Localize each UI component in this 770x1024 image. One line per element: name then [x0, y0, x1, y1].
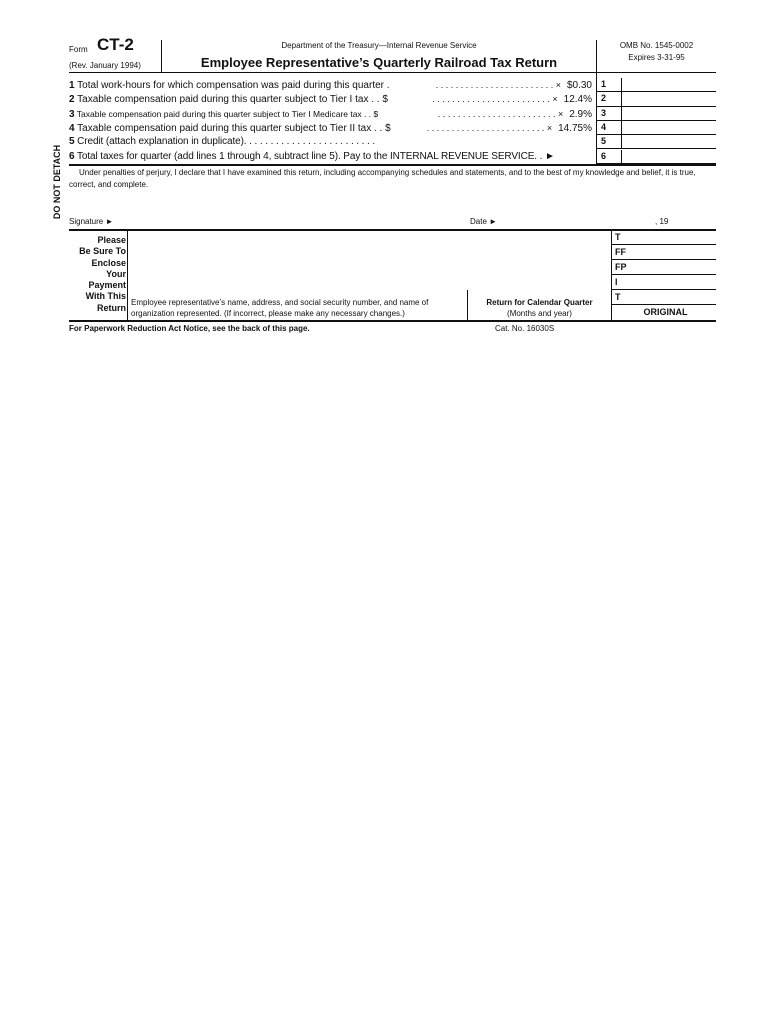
name-address-note: Employee representative’s name, address, and social security number, and name of organization represented. (If incorrect, please make any necessary changes.)	[131, 298, 429, 318]
line-3	[69, 107, 596, 121]
line-box-number: 6	[597, 150, 621, 164]
perjury-statement: Under penalties of perjury, I declare that I have examined this return, including accompanying schedules and statements, and to the best of my knowledge and belief, it is true, correct, and complete.	[69, 168, 696, 189]
line-3-amount-field[interactable]	[621, 107, 716, 121]
line-5-amount-field[interactable]	[621, 135, 716, 149]
amount-entry-field[interactable]: . . . . . . . . . . . . . . . . . . . . . . . . ×	[432, 94, 558, 105]
line-4-amount-field[interactable]	[621, 121, 716, 135]
line-text: Taxable compensation paid during this quarter subject to Tier II tax . . $	[77, 122, 391, 134]
do-not-detach-label: DO NOT DETACH	[52, 144, 62, 220]
line-6-amount-field[interactable]	[621, 150, 716, 164]
code-original: ORIGINAL	[643, 307, 688, 317]
line-5	[69, 135, 596, 149]
paperwork-notice: For Paperwork Reduction Act Notice, see the back of this page.	[69, 324, 310, 333]
line-rate: $0.30	[566, 80, 592, 91]
signature-label: Signature ►	[69, 217, 114, 226]
line-box-number: 3	[597, 107, 621, 121]
line-text: Taxable compensation paid during this quarter subject to Tier I Medicare tax . . $	[76, 108, 379, 119]
line-6	[69, 150, 596, 164]
form-label: Form	[69, 45, 88, 54]
please-line: Please	[97, 235, 126, 245]
form-title: Employee Representative’s Quarterly Railroad Tax Return	[200, 55, 558, 70]
line-number: 4	[69, 122, 75, 134]
line-rate: 12.4%	[563, 94, 592, 106]
line-2	[69, 92, 596, 106]
revision-date: (Rev. January 1994)	[69, 61, 141, 70]
please-line: Be Sure To	[79, 246, 126, 257]
line-number: 3	[69, 108, 75, 120]
date-field[interactable]	[505, 214, 655, 228]
line-rate: 14.75%	[558, 122, 592, 134]
line-text: Total work-hours for which compensation was paid during this quarter .	[77, 80, 390, 91]
expiration: Expires 3-31-95	[628, 53, 685, 62]
name-address-field[interactable]	[130, 233, 465, 293]
please-line: Your	[106, 268, 126, 279]
please-line: Return	[97, 302, 126, 313]
department: Department of the Treasury—Internal Revenue Service	[281, 41, 477, 50]
line-4	[69, 121, 596, 135]
code-ff[interactable]: FF	[612, 245, 716, 260]
line-number: 2	[69, 94, 75, 106]
line-text: Total taxes for quarter (add lines 1 through 4, subtract line 5). Pay to the INTERNAL REVENUE SERVICE. . ►	[76, 150, 555, 162]
code-fp[interactable]: FP	[612, 260, 716, 275]
line-box-number: 5	[597, 135, 621, 149]
signature-field[interactable]	[125, 214, 465, 228]
line-text: Credit (attach explanation in duplicate). . . . . . . . . . . . . . . . . . . . . . . . .	[77, 136, 376, 148]
amount-entry-field[interactable]: . . . . . . . . . . . . . . . . . . . . . . . . ×	[437, 108, 564, 119]
catalog-number: Cat. No. 16030S	[495, 324, 555, 333]
amount-entry-field[interactable]: . . . . . . . . . . . . . . . . . . . . . . . . ×	[426, 122, 553, 133]
omb-number: OMB No. 1545-0002	[619, 41, 694, 50]
form-number: CT-2	[97, 35, 134, 54]
line-number: 5	[69, 136, 75, 148]
please-line: Payment	[88, 280, 126, 291]
line-number: 6	[69, 150, 75, 162]
quarter-label: Return for Calendar Quarter	[486, 298, 593, 307]
code-t[interactable]: T	[612, 290, 716, 305]
line-2-amount-field[interactable]	[621, 92, 716, 106]
code-t[interactable]: T	[612, 230, 716, 245]
enclose-payment-note	[69, 235, 126, 314]
amount-entry-field[interactable]: . . . . . . . . . . . . . . . . . . . . . . . . ×	[435, 80, 561, 90]
line-1	[69, 78, 596, 92]
quarter-sublabel: (Months and year)	[507, 309, 572, 318]
please-line: Enclose	[91, 257, 126, 268]
date-label: Date ►	[470, 217, 498, 226]
line-text: Taxable compensation paid during this quarter subject to Tier I tax . . $	[77, 94, 388, 106]
line-1-amount-field[interactable]	[621, 78, 716, 92]
please-line: With This	[85, 291, 126, 302]
line-rate: 2.9%	[569, 108, 592, 120]
line-box-number: 2	[597, 92, 621, 106]
line-number: 1	[69, 80, 75, 91]
line-box-number: 4	[597, 121, 621, 135]
year-prefix: , 19	[655, 217, 669, 226]
code-i[interactable]: I	[612, 275, 716, 290]
line-box-number: 1	[597, 78, 621, 92]
